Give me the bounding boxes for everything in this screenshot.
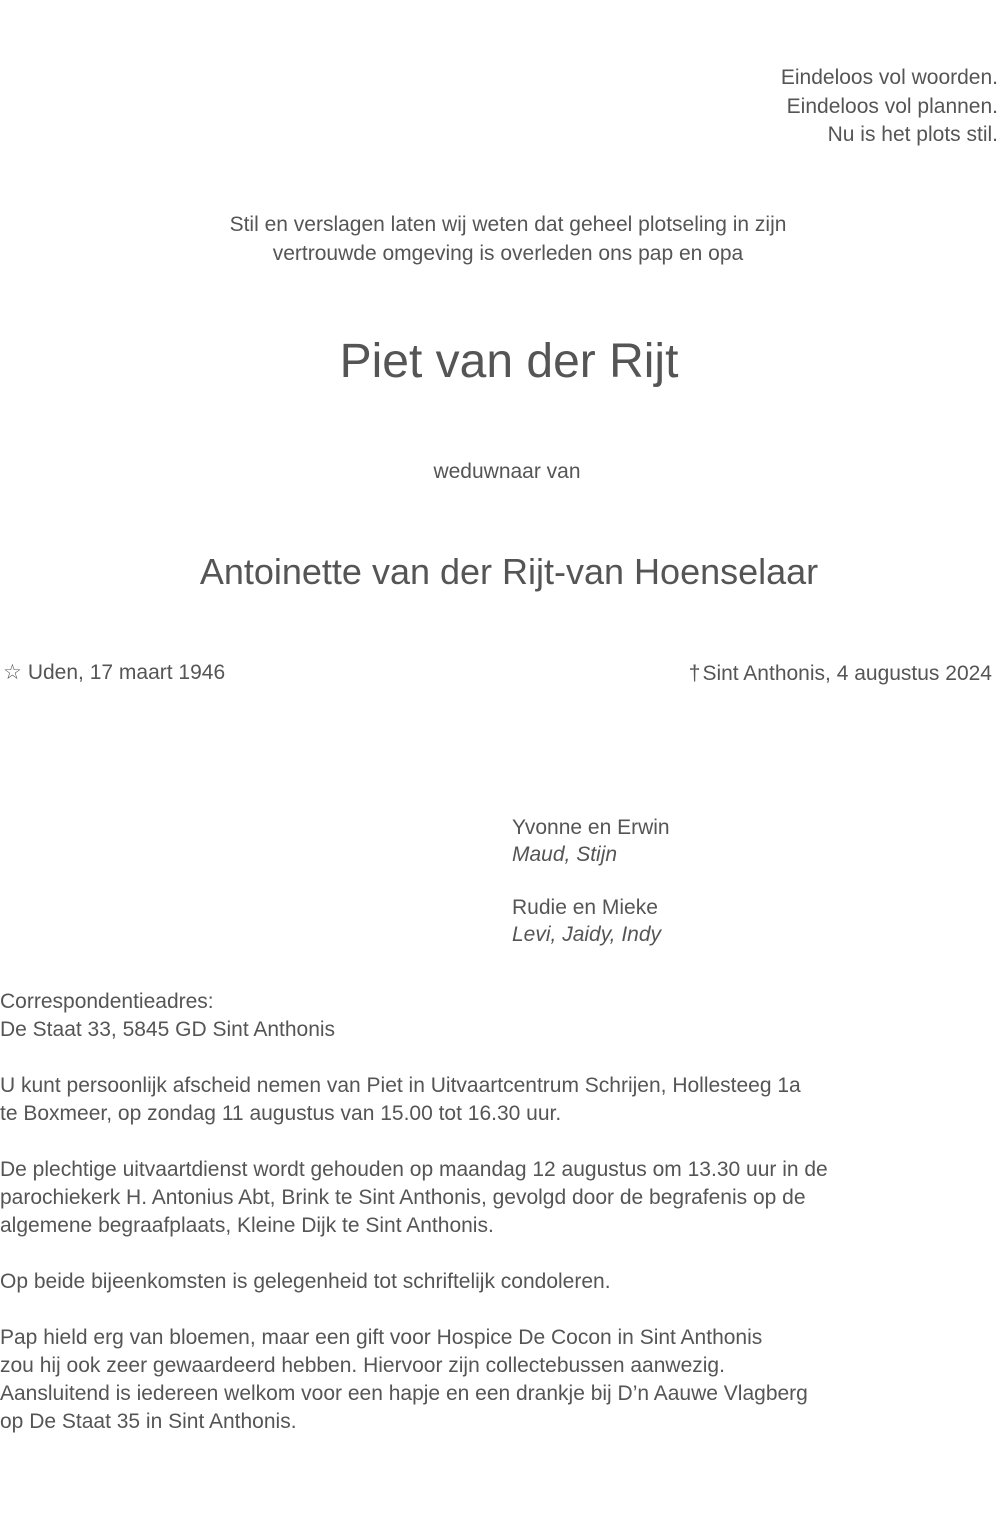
- paragraph-line: Pap hield erg van bloemen, maar een gift voor Hospice De Cocon in Sint Anthonis: [0, 1326, 763, 1349]
- family-group: [512, 894, 670, 948]
- paragraph-line: algemene begraafplaats, Kleine Dijk te Sint Anthonis.: [0, 1214, 494, 1237]
- paragraph-line: Op beide bijeenkomsten is gelegenheid tot schriftelijk condoleren.: [0, 1270, 611, 1293]
- intro-line: vertrouwde omgeving is overleden ons pap en opa: [272, 242, 744, 265]
- deceased-name: Piet van der Rijt: [339, 335, 679, 388]
- family-children: Levi, Jaidy, Indy: [512, 923, 662, 946]
- death-info: [689, 660, 992, 688]
- birth-info: [3, 659, 225, 687]
- family-parents: Rudie en Mieke: [512, 896, 658, 919]
- paragraph-line: De plechtige uitvaartdienst wordt gehouden op maandag 12 augustus om 13.30 uur in de: [0, 1158, 828, 1181]
- paragraph-line: zou hij ook zeer gewaardeerd hebben. Hiervoor zijn collectebussen aanwezig.: [0, 1354, 725, 1377]
- birth-date: Uden, 17 maart 1946: [27, 661, 226, 684]
- announcement-intro: [0, 210, 1000, 268]
- intro-line: Stil en verslagen laten wij weten dat geheel plotseling in zijn: [229, 213, 787, 236]
- family-children: Maud, Stijn: [512, 843, 618, 866]
- poem-line: Eindeloos vol woorden.: [780, 66, 998, 89]
- poem-line: Eindeloos vol plannen.: [786, 94, 998, 118]
- announcement-body: [0, 988, 990, 1464]
- paragraph-line: parochiekerk H. Antonius Abt, Brink te Sint Anthonis, gevolgd door de begrafenis op de: [0, 1186, 806, 1209]
- correspondence-address: De Staat 33, 5845 GD Sint Anthonis: [0, 1018, 336, 1041]
- paragraph-line: Aansluitend is iedereen welkom voor een hapje en een drankje bij D’n Aauwe Vlagberg: [0, 1382, 808, 1405]
- paragraph-line: op De Staat 35 in Sint Anthonis.: [0, 1410, 297, 1433]
- dagger-cross-icon: †: [688, 662, 701, 685]
- family-parents: Yvonne en Erwin: [512, 816, 670, 839]
- paragraph-line: U kunt persoonlijk afscheid nemen van Piet in Uitvaartcentrum Schrijen, Hollesteeg 1a: [0, 1074, 801, 1097]
- poem: [781, 64, 998, 150]
- correspondence-block: [0, 988, 990, 1044]
- correspondence-label: Correspondentieadres:: [0, 990, 214, 1013]
- family-group: [512, 814, 670, 868]
- star-icon: ☆: [3, 661, 22, 684]
- flowers-paragraph: [0, 1324, 990, 1436]
- family-list: [512, 814, 670, 974]
- death-date: Sint Anthonis, 4 augustus 2024: [702, 662, 992, 685]
- spouse-name: Antoinette van der Rijt-van Hoenselaar: [199, 551, 819, 592]
- service-paragraph: [0, 1156, 990, 1240]
- farewell-paragraph: [0, 1072, 990, 1128]
- paragraph-line: te Boxmeer, op zondag 11 augustus van 15.00 tot 16.30 uur.: [0, 1102, 562, 1125]
- condolence-paragraph: [0, 1268, 990, 1296]
- relation-label: weduwnaar van: [433, 460, 581, 483]
- poem-line: Nu is het plots stil.: [827, 123, 998, 146]
